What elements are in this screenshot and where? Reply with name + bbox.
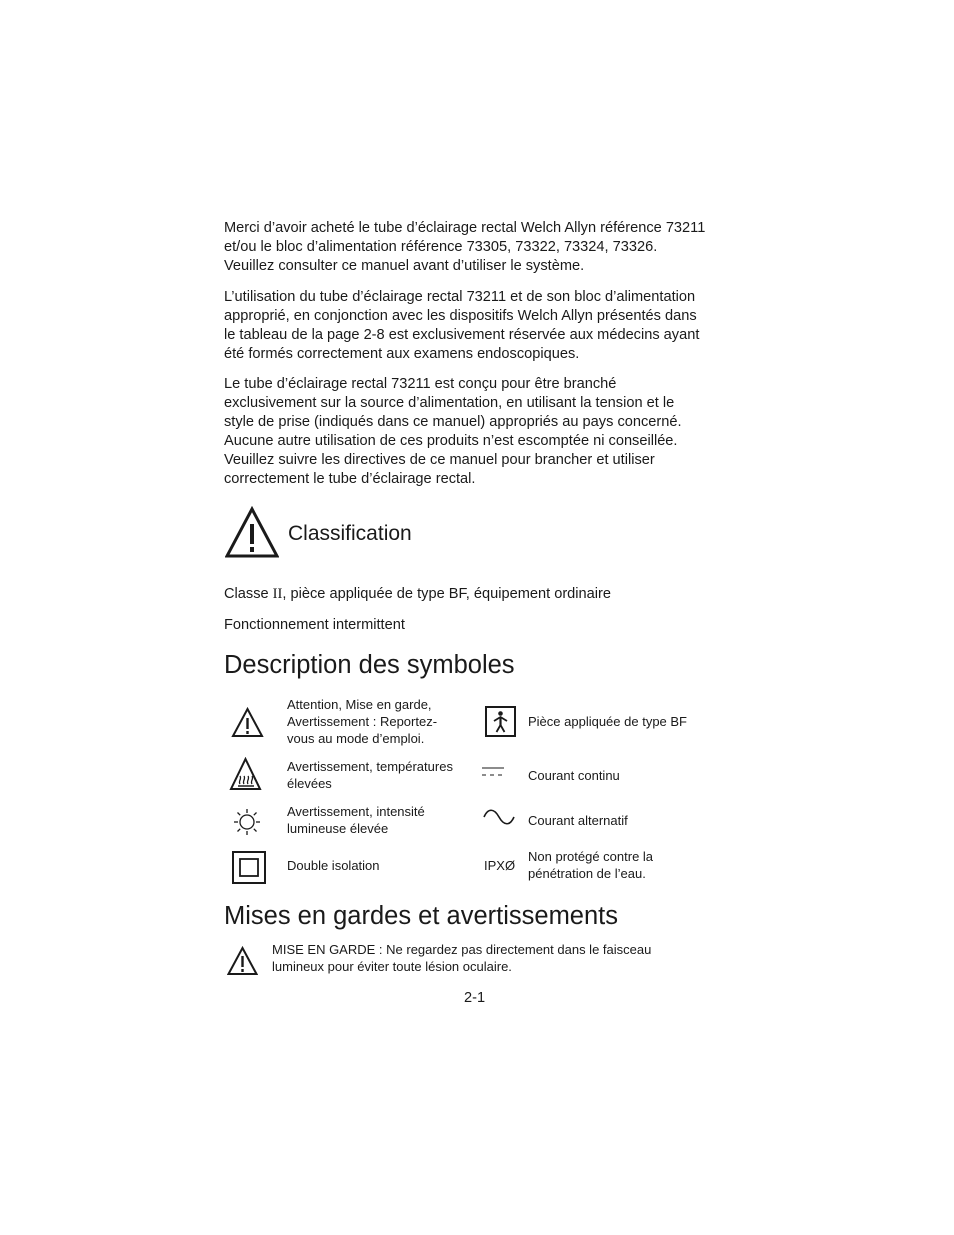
text-line: vous au mode d’emploi.: [287, 731, 425, 746]
warning-text: [272, 941, 651, 975]
direct-current-icon: [482, 766, 504, 778]
text-line: Le tube d’éclairage rectal 73211 est conçu pour être branché: [224, 376, 617, 392]
text-line: Attention, Mise en garde,: [287, 697, 432, 712]
text-line: Courant continu: [528, 768, 620, 783]
symbol-description: [287, 803, 425, 837]
text-line: approprié, en conjonction avec les dispositifs Welch Allyn présentés dans: [224, 307, 697, 324]
classification-heading: Classification: [288, 522, 412, 545]
intro-paragraph-2: [224, 288, 734, 364]
symbol-description: [528, 812, 628, 829]
class-rest: , pièce appliquée de type BF, équipement ordinaire: [282, 586, 611, 602]
classification-class: [224, 585, 734, 604]
page-number: 2-1: [464, 990, 486, 1006]
text-line: Double isolation: [287, 858, 380, 873]
hot-surface-icon: [229, 757, 262, 791]
text-line: Avertissement, températures: [287, 759, 453, 774]
text-line: style de prise (indiqués dans ce manuel) appropriés au pays concerné.: [224, 413, 682, 430]
bf-applied-part-icon: [485, 706, 516, 737]
text-line: le tableau de la page 2-8 est exclusivement réservée aux médecins ayant: [224, 326, 700, 343]
text-line: lumineux pour éviter toute lésion oculaire.: [272, 959, 512, 974]
class-roman: II: [272, 586, 283, 602]
symbol-description: [528, 848, 653, 882]
symbol-description: [287, 857, 380, 874]
intro-paragraph-3: [224, 375, 734, 488]
text-line: Courant alternatif: [528, 813, 628, 828]
text-line: Avertissement, intensité: [287, 804, 425, 819]
text-line: Pièce appliquée de type BF: [528, 714, 687, 729]
text-line: et/ou le bloc d’alimentation référence 73305, 73322, 73324, 73326.: [224, 238, 658, 255]
symbols-heading: Description des symboles: [224, 651, 515, 679]
text-line: Merci d’avoir acheté le tube d’éclairage rectal Welch Allyn référence 73211: [224, 220, 706, 236]
alternating-current-icon: [483, 808, 515, 826]
intro-paragraph-1: [224, 219, 734, 276]
text-line: Veuillez consulter ce manuel avant d’utiliser le système.: [224, 257, 585, 274]
text-line: Aucune autre utilisation de ces produits n’est escomptée ni conseillée.: [224, 432, 678, 449]
text-line: MISE EN GARDE : Ne regardez pas directement dans le faisceau: [272, 942, 652, 957]
text-line: Non protégé contre la: [528, 849, 654, 864]
warning-triangle-icon: [227, 946, 258, 976]
symbol-description: [287, 696, 437, 747]
text-line: été formés correctement aux examens endoscopiques.: [224, 345, 580, 362]
symbol-description: [528, 713, 687, 730]
warning-triangle-icon: [231, 707, 264, 738]
sun-icon: [233, 808, 261, 836]
text-line: correctement le tube d’éclairage rectal.: [224, 470, 476, 487]
text-line: exclusivement sur la source d’alimentation, en utilisant la tension et le: [224, 394, 675, 411]
double-insulation-icon: [232, 851, 266, 884]
text-line: Avertissement : Reportez-: [287, 714, 438, 729]
warning-triangle-icon: [225, 506, 279, 558]
text-line: Veuillez suivre les directives de ce manuel pour brancher et utiliser: [224, 451, 655, 468]
symbol-description: [287, 758, 453, 792]
warnings-heading: Mises en gardes et avertissements: [224, 902, 619, 930]
text-line: élevées: [287, 776, 332, 791]
symbol-description: [528, 767, 620, 784]
classification-mode: Fonctionnement intermittent: [224, 617, 405, 633]
class-prefix: Classe: [224, 586, 273, 602]
text-line: lumineuse élevée: [287, 821, 389, 836]
text-line: L’utilisation du tube d’éclairage rectal 73211 et de son bloc d’alimentation: [224, 289, 696, 305]
ipx0-label: IPXØ: [484, 858, 516, 873]
text-line: pénétration de l’eau.: [528, 866, 646, 881]
